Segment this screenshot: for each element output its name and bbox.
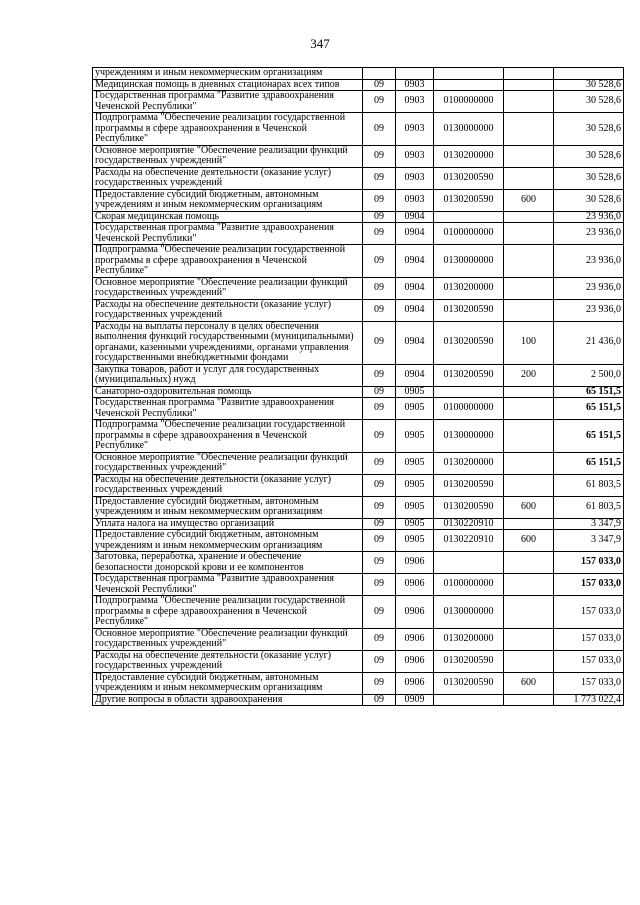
cell-amount: 157 033,0 [554,574,624,596]
cell-name: Санаторно-оздоровительная помощь [93,386,363,398]
table-row [93,518,624,530]
cell-expense-type [504,277,554,299]
cell-name: Расходы на обеспечение деятельности (оказание услуг) государственных учреждений [93,474,363,496]
cell-subsection: 0905 [396,518,434,530]
cell-subsection: 0906 [396,596,434,629]
cell-name: Основное мероприятие "Обеспечение реализации функций государственных учреждений" [93,277,363,299]
cell-subsection: 0909 [396,694,434,706]
cell-name: Расходы на обеспечение деятельности (оказание услуг) государственных учреждений [93,167,363,189]
table-row [93,364,624,386]
cell-subsection: 0904 [396,364,434,386]
cell-subsection: 0903 [396,113,434,146]
cell-section: 09 [363,672,396,694]
cell-subsection: 0906 [396,628,434,650]
cell-name: Основное мероприятие "Обеспечение реализации функций государственных учреждений" [93,145,363,167]
cell-name: Скорая медицинская помощь [93,211,363,223]
cell-expense-type [504,79,554,91]
cell-name: Расходы на выплаты персоналу в целях обеспечения выполнения функций государственными (муниципальными) органами, казенными учреждениями, органами управления государственными внебюджетными фондами [93,321,363,364]
cell-target-article: 0100000000 [434,398,504,420]
cell-name: Заготовка, переработка, хранение и обеспечение безопасности донорской крови и ее компонентов [93,552,363,574]
cell-amount: 23 936,0 [554,299,624,321]
cell-expense-type [504,552,554,574]
cell-section: 09 [363,79,396,91]
cell-expense-type [504,518,554,530]
cell-amount: 3 347,9 [554,518,624,530]
cell-expense-type [504,694,554,706]
cell-target-article: 0130200000 [434,145,504,167]
cell-amount [554,68,624,80]
cell-subsection: 0906 [396,574,434,596]
cell-section: 09 [363,113,396,146]
cell-section: 09 [363,364,396,386]
cell-name: Подпрограмма "Обеспечение реализации государственной программы в сфере здравоохранения в Чеченской Республике" [93,245,363,278]
cell-amount: 30 528,6 [554,167,624,189]
cell-amount: 157 033,0 [554,650,624,672]
cell-target-article [434,552,504,574]
cell-target-article: 0130000000 [434,245,504,278]
cell-expense-type [504,398,554,420]
cell-name: Расходы на обеспечение деятельности (оказание услуг) государственных учреждений [93,650,363,672]
cell-amount: 30 528,6 [554,113,624,146]
cell-subsection: 0906 [396,672,434,694]
cell-target-article [434,694,504,706]
cell-subsection [396,68,434,80]
cell-target-article: 0130000000 [434,596,504,629]
cell-amount: 23 936,0 [554,211,624,223]
table-row [93,650,624,672]
cell-target-article: 0130200000 [434,277,504,299]
cell-name: Закупка товаров, работ и услуг для государственных (муниципальных) нужд [93,364,363,386]
cell-section: 09 [363,518,396,530]
cell-target-article: 0130200590 [434,167,504,189]
cell-expense-type [504,68,554,80]
table-row [93,189,624,211]
cell-amount: 61 803,5 [554,474,624,496]
cell-name: Государственная программа "Развитие здравоохранения Чеченской Республики" [93,574,363,596]
cell-name: Предоставление субсидий бюджетным, автономным учреждениям и иным некоммерческим организациям [93,496,363,518]
cell-name: Предоставление субсидий бюджетным, автономным учреждениям и иным некоммерческим организациям [93,530,363,552]
cell-name: Подпрограмма "Обеспечение реализации государственной программы в сфере здравоохранения в Чеченской Республике" [93,113,363,146]
table-row [93,530,624,552]
table-row [93,452,624,474]
cell-expense-type [504,474,554,496]
table-row [93,113,624,146]
cell-name: Подпрограмма "Обеспечение реализации государственной программы в сфере здравоохранения в Чеченской Республике" [93,420,363,453]
cell-name: Предоставление субсидий бюджетным, автономным учреждениям и иным некоммерческим организациям [93,189,363,211]
cell-section: 09 [363,386,396,398]
cell-expense-type [504,628,554,650]
cell-expense-type [504,91,554,113]
cell-subsection: 0903 [396,79,434,91]
budget-table [92,67,624,706]
table-row [93,167,624,189]
cell-subsection: 0905 [396,386,434,398]
cell-expense-type [504,386,554,398]
cell-amount: 23 936,0 [554,223,624,245]
cell-amount: 30 528,6 [554,79,624,91]
table-row [93,223,624,245]
cell-subsection: 0905 [396,474,434,496]
cell-subsection: 0903 [396,91,434,113]
cell-target-article: 0130200590 [434,189,504,211]
cell-section: 09 [363,299,396,321]
cell-section: 09 [363,167,396,189]
cell-amount: 21 436,0 [554,321,624,364]
cell-expense-type: 600 [504,189,554,211]
cell-target-article: 0130200590 [434,672,504,694]
cell-section: 09 [363,474,396,496]
cell-section: 09 [363,574,396,596]
cell-subsection: 0905 [396,496,434,518]
cell-target-article [434,79,504,91]
cell-target-article: 0100000000 [434,574,504,596]
cell-name: Государственная программа "Развитие здравоохранения Чеченской Республики" [93,223,363,245]
cell-name: Расходы на обеспечение деятельности (оказание услуг) государственных учреждений [93,299,363,321]
cell-name: Государственная программа "Развитие здравоохранения Чеченской Республики" [93,91,363,113]
cell-expense-type [504,574,554,596]
cell-target-article: 0130200590 [434,496,504,518]
cell-section: 09 [363,189,396,211]
cell-target-article [434,211,504,223]
cell-subsection: 0904 [396,299,434,321]
table-row [93,145,624,167]
table-row [93,496,624,518]
cell-section: 09 [363,398,396,420]
cell-name: Предоставление субсидий бюджетным, автономным учреждениям и иным некоммерческим организациям [93,672,363,694]
cell-amount: 61 803,5 [554,496,624,518]
cell-subsection: 0904 [396,321,434,364]
cell-section: 09 [363,596,396,629]
cell-section: 09 [363,452,396,474]
table-row [93,398,624,420]
table-row [93,299,624,321]
cell-name: Подпрограмма "Обеспечение реализации государственной программы в сфере здравоохранения в Чеченской Республике" [93,596,363,629]
cell-section: 09 [363,496,396,518]
cell-amount: 65 151,5 [554,386,624,398]
cell-section: 09 [363,211,396,223]
cell-target-article: 0130220910 [434,530,504,552]
cell-amount: 2 500,0 [554,364,624,386]
cell-target-article: 0130200000 [434,628,504,650]
cell-target-article: 0130220910 [434,518,504,530]
cell-expense-type [504,596,554,629]
table-row [93,420,624,453]
cell-expense-type: 600 [504,496,554,518]
table-row [93,552,624,574]
cell-name: Основное мероприятие "Обеспечение реализации функций государственных учреждений" [93,628,363,650]
cell-amount: 1 773 022,4 [554,694,624,706]
cell-name: Медицинская помощь в дневных стационарах всех типов [93,79,363,91]
cell-subsection: 0906 [396,552,434,574]
cell-expense-type [504,113,554,146]
cell-name: Основное мероприятие "Обеспечение реализации функций государственных учреждений" [93,452,363,474]
cell-expense-type: 600 [504,672,554,694]
cell-amount: 157 033,0 [554,596,624,629]
cell-expense-type [504,420,554,453]
table-row [93,211,624,223]
cell-expense-type [504,223,554,245]
cell-section: 09 [363,420,396,453]
cell-section: 09 [363,694,396,706]
cell-target-article: 0100000000 [434,223,504,245]
cell-section: 09 [363,650,396,672]
cell-subsection: 0905 [396,398,434,420]
cell-amount: 157 033,0 [554,628,624,650]
cell-section: 09 [363,91,396,113]
cell-name: Государственная программа "Развитие здравоохранения Чеченской Республики" [93,398,363,420]
cell-expense-type: 600 [504,530,554,552]
cell-section: 09 [363,552,396,574]
cell-name: Уплата налога на имущество организаций [93,518,363,530]
table-row [93,245,624,278]
table-row [93,474,624,496]
cell-amount: 65 151,5 [554,398,624,420]
table-row [93,574,624,596]
cell-subsection: 0905 [396,452,434,474]
cell-target-article: 0130200000 [434,452,504,474]
cell-section: 09 [363,530,396,552]
cell-expense-type [504,452,554,474]
cell-target-article [434,68,504,80]
cell-subsection: 0904 [396,245,434,278]
cell-subsection: 0904 [396,223,434,245]
cell-subsection: 0903 [396,145,434,167]
cell-subsection: 0905 [396,530,434,552]
table-row [93,386,624,398]
cell-expense-type [504,145,554,167]
cell-section: 09 [363,145,396,167]
cell-subsection: 0904 [396,277,434,299]
cell-target-article [434,386,504,398]
cell-amount: 23 936,0 [554,245,624,278]
table-row [93,321,624,364]
cell-target-article: 0130200590 [434,321,504,364]
cell-target-article: 0130200590 [434,299,504,321]
cell-target-article: 0130200590 [434,474,504,496]
cell-amount: 157 033,0 [554,672,624,694]
cell-amount: 30 528,6 [554,189,624,211]
table-row [93,79,624,91]
cell-expense-type: 100 [504,321,554,364]
cell-section: 09 [363,245,396,278]
cell-section: 09 [363,321,396,364]
cell-name: учреждениям и иным некоммерческим организациям [93,68,363,80]
cell-section: 09 [363,628,396,650]
cell-expense-type [504,299,554,321]
cell-expense-type [504,650,554,672]
cell-target-article: 0130000000 [434,420,504,453]
cell-target-article: 0100000000 [434,91,504,113]
cell-amount: 23 936,0 [554,277,624,299]
table-row [93,277,624,299]
cell-expense-type [504,167,554,189]
cell-subsection: 0906 [396,650,434,672]
cell-target-article: 0130200590 [434,364,504,386]
cell-name: Другие вопросы в области здравоохранения [93,694,363,706]
cell-amount: 30 528,6 [554,145,624,167]
table-row [93,672,624,694]
page-number: 347 [310,36,330,51]
cell-subsection: 0903 [396,189,434,211]
cell-subsection: 0903 [396,167,434,189]
cell-amount: 3 347,9 [554,530,624,552]
cell-amount: 65 151,5 [554,452,624,474]
table-row [93,68,624,80]
cell-expense-type [504,245,554,278]
cell-amount: 30 528,6 [554,91,624,113]
cell-section: 09 [363,223,396,245]
cell-section [363,68,396,80]
cell-amount: 65 151,5 [554,420,624,453]
cell-section: 09 [363,277,396,299]
budget-table-body [93,68,624,706]
cell-target-article: 0130000000 [434,113,504,146]
table-row [93,91,624,113]
table-row [93,628,624,650]
cell-subsection: 0904 [396,211,434,223]
cell-expense-type [504,211,554,223]
cell-amount: 157 033,0 [554,552,624,574]
cell-target-article: 0130200590 [434,650,504,672]
cell-expense-type: 200 [504,364,554,386]
table-row [93,596,624,629]
table-row [93,694,624,706]
cell-subsection: 0905 [396,420,434,453]
